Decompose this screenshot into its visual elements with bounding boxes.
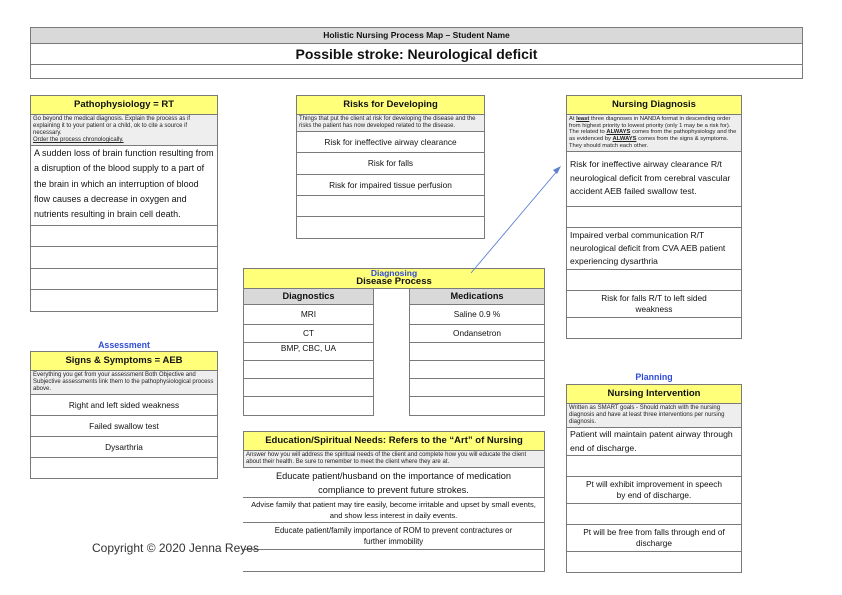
diagnostics-heading: Diagnostics — [244, 289, 373, 305]
risk-row[interactable]: Risk for ineffective airway clearance — [297, 132, 484, 153]
education-row[interactable]: Educate patient/family importance of ROM to prevent contractures or further immobility — [243, 523, 544, 550]
intervention-row[interactable] — [567, 552, 741, 572]
signs-symptoms-heading: Signs & Symptoms = AEB — [31, 352, 217, 371]
nursing-diagnosis-row[interactable]: Risk for ineffective airway clearance R/t neurological deficit from cerebral vascular accident AEB failed swallow test. — [567, 152, 741, 207]
document-title: Holistic Nursing Process Map – Student Name — [31, 28, 802, 44]
nursing-diagnosis-row[interactable] — [567, 207, 741, 228]
risks-hint: Things that put the client at risk for developing the disease and the risks the patient has now developed related to the disease. — [297, 115, 484, 132]
nursing-diagnosis-hint — [567, 115, 741, 152]
pathophysiology-row[interactable] — [31, 247, 217, 269]
education-section — [243, 431, 545, 572]
nursing-intervention-hint: Written as SMART goals - Should match with the nursing diagnosis and have at least three interventions per nursing diagnosis. — [567, 404, 741, 428]
hint-text: three diagnoses in NANDA format in descending order from highest priority to lowest priority (only 1 may be a risk for). The related to — [569, 116, 731, 136]
diagnosing-label: Diagnosing — [370, 268, 418, 278]
risks-heading: Risks for Developing — [297, 96, 484, 115]
title-blank-row[interactable] — [31, 65, 802, 78]
intervention-row[interactable] — [567, 504, 741, 525]
signs-symptoms-hint: Everything you get from your assessment Both Objective and Subjective assessments link them to the pathophysiological process above. — [31, 371, 217, 395]
medication-row[interactable]: Saline 0.9 % — [410, 305, 544, 325]
diagnostic-row[interactable]: CT — [244, 325, 373, 343]
hint-emphasis: least — [576, 116, 590, 122]
nursing-intervention-section — [566, 384, 742, 573]
education-row[interactable]: Educate patient/husband on the importance of medication compliance to prevent future strokes. — [243, 468, 544, 498]
pathophysiology-row[interactable] — [31, 226, 217, 247]
copyright-text: Copyright © 2020 Jenna Reyes — [92, 541, 259, 555]
symptom-row[interactable]: Right and left sided weakness — [31, 395, 217, 416]
risk-row[interactable]: Risk for falls — [297, 153, 484, 175]
medications-table — [409, 289, 545, 416]
hint-text: comes from the pathophysiology and the as evidenced by — [569, 129, 737, 143]
nursing-diagnosis-row[interactable]: Risk for falls R/T to left sided weakness — [567, 291, 741, 318]
education-row[interactable]: Advise family that patient may tire easily, become irritable and upset by small events, and show less interest in daily events. — [243, 498, 544, 523]
medication-row[interactable] — [410, 379, 544, 397]
medications-heading: Medications — [410, 289, 544, 305]
medication-row[interactable] — [410, 397, 544, 415]
pathophysiology-hint — [31, 115, 217, 146]
pathophysiology-heading: Pathophysiology = RT — [31, 96, 217, 115]
pathophysiology-section — [30, 95, 218, 312]
diagnostic-row[interactable] — [244, 379, 373, 397]
diagnostic-row[interactable]: MRI — [244, 305, 373, 325]
diagnostics-table — [243, 289, 374, 416]
disease-process-heading: Disease Process — [356, 276, 432, 287]
assessment-label: Assessment — [98, 340, 150, 350]
symptom-row[interactable] — [31, 458, 217, 478]
nursing-diagnosis-row[interactable]: Impaired verbal communication R/T neurological deficit from CVA AEB patient experiencing dysarthria — [567, 228, 741, 270]
intervention-row[interactable] — [567, 456, 741, 477]
pathophysiology-content[interactable]: A sudden loss of brain function resulting from a disruption of the blood supply to a part of the brain in which an interruption of blood flow causes a decrease in oxygen and nutrients resulting in brain cell death. — [31, 146, 217, 226]
hint-emphasis: ALWAYS — [612, 136, 637, 143]
education-row[interactable] — [243, 550, 544, 571]
pathophysiology-hint-underlined: Order the process chronologically. — [33, 137, 124, 143]
nursing-diagnosis-row[interactable] — [567, 270, 741, 291]
intervention-row[interactable]: Pt will be free from falls through end of discharge — [567, 525, 741, 552]
intervention-row[interactable]: Patient will maintain patent airway through end of discharge. — [567, 428, 741, 456]
nursing-intervention-heading: Nursing Intervention — [567, 385, 741, 404]
disease-process-header — [243, 268, 545, 289]
risks-section — [296, 95, 485, 239]
diagnostic-row[interactable] — [244, 361, 373, 379]
medication-row[interactable] — [410, 361, 544, 379]
risk-row[interactable] — [297, 196, 484, 217]
symptom-row[interactable]: Failed swallow test — [31, 416, 217, 437]
medication-row[interactable] — [410, 343, 544, 361]
diagnostic-row[interactable]: BMP, CBC, UA — [244, 343, 373, 361]
pathophysiology-hint-text: Go beyond the medical diagnosis. Explain the process as if explaining it to your patient or a child, ok to cite a source if necessary. — [33, 116, 191, 136]
nursing-diagnosis-row[interactable] — [567, 318, 741, 338]
hint-text: comes from the signs & symptoms. They should match each other. — [569, 136, 729, 149]
hint-text: At — [569, 116, 577, 122]
intervention-row[interactable]: Pt will exhibit improvement in speech by end of discharge. — [567, 477, 741, 504]
diagnostic-row[interactable] — [244, 397, 373, 415]
risk-row[interactable]: Risk for impaired tissue perfusion — [297, 175, 484, 196]
pathophysiology-row[interactable] — [31, 269, 217, 290]
title-block — [30, 27, 803, 79]
education-heading: Education/Spiritual Needs: Refers to the “Art” of Nursing — [243, 432, 544, 451]
symptom-row[interactable]: Dysarthria — [31, 437, 217, 458]
diagnosis-title[interactable]: Possible stroke: Neurological deficit — [31, 44, 802, 65]
planning-label: Planning — [635, 372, 673, 382]
nursing-diagnosis-heading: Nursing Diagnosis — [567, 96, 741, 115]
education-hint: Answer how you will address the spiritual needs of the client and complete how you will educate the client about their health. Be sure to remember to meet the client where they are at. — [243, 451, 544, 468]
medication-row[interactable]: Ondansetron — [410, 325, 544, 343]
risk-row[interactable] — [297, 217, 484, 238]
nursing-diagnosis-section — [566, 95, 742, 339]
pathophysiology-row[interactable] — [31, 290, 217, 311]
signs-symptoms-section — [30, 351, 218, 479]
hint-emphasis: ALWAYS — [606, 129, 631, 136]
